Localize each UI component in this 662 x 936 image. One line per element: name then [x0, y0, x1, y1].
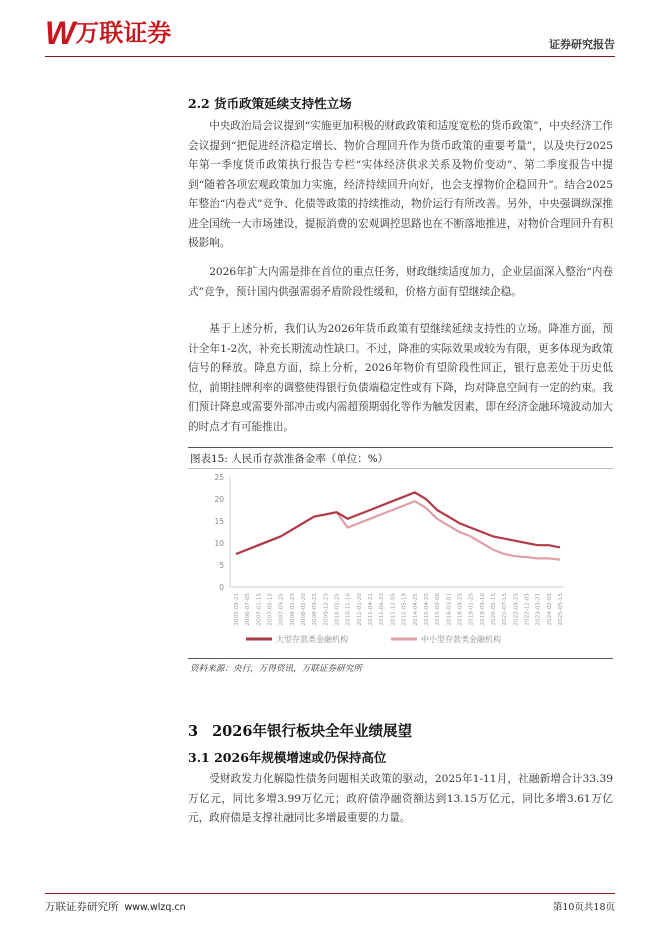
x-tick-label: 2011-06-20 — [379, 593, 386, 626]
section-heading-2-2: 2.2 货币政策延续支持性立场 — [188, 96, 352, 111]
header-divider — [45, 56, 615, 57]
x-tick-label: 2021-07-15 — [502, 593, 509, 626]
x-tick-label: 2009-12-23 — [323, 593, 330, 626]
x-tick-label: 2022-04-25 — [513, 593, 520, 626]
x-tick-label: 2024-02-05 — [546, 593, 553, 626]
x-tick-label: 2019-01-25 — [468, 593, 475, 626]
section-heading-3-1: 3.1 2026年规模增速或仍保持高位 — [188, 750, 387, 765]
y-tick-label: 5 — [219, 561, 224, 570]
page-number: 第10页共18页 — [552, 902, 615, 913]
legend-label: 中小型存款类金融机构 — [421, 635, 501, 644]
footer-divider — [45, 893, 615, 894]
section-heading-3 — [188, 720, 412, 741]
y-tick-label: 10 — [214, 539, 224, 548]
x-tick-label: 2011-04-21 — [368, 593, 375, 626]
x-tick-label: 2011-01-20 — [356, 593, 363, 626]
section-2-2-body-2 — [188, 263, 613, 302]
x-tick-label: 2008-09-25 — [312, 593, 319, 626]
x-tick-label: 2007-05-15 — [267, 593, 274, 626]
series-line-1 — [236, 501, 560, 560]
company-logo — [45, 15, 172, 51]
y-tick-label: 20 — [214, 495, 224, 504]
paragraph: 受财政发力化解隐性债务问题相关政策的驱动，2025年1-11月，社融新增合计33.39万亿元，同比多增3.99万亿元；政府债净融资额达到13.15万亿元，同比多增3.61万亿元，政府债是支撑社融同比多增最重要的力量。 — [188, 773, 613, 824]
x-tick-label: 2008-01-25 — [289, 593, 296, 626]
y-tick-label: 25 — [214, 473, 224, 482]
logo-text: 万联证券 — [75, 19, 172, 47]
section-title: 2026年银行板块全年业绩展望 — [212, 723, 412, 740]
paragraph: 基于上述分析，我们认为2026年货币政策有望继续延续支持性的立场。降准方面，预计全年1-2次，补充长期流动性缺口。不过，降准的实际效果或较为有限，更多体现为政策信号的释放。降息方面，综上分析，2026年物价有望阶段性回正，银行息差处于历史低位，前期挂牌利率的调整使得银行负债端稳定性或有下降，均对降息空间有一定的约束。我们预计降息或需要外部冲击或内需超预期弱化等作为触发因素，即在经济金融环境波动加大的时点才有可能推出。 — [188, 323, 613, 433]
x-tick-label: 2006-07-05 — [245, 593, 252, 626]
x-tick-label: 2005-09-21 — [234, 593, 240, 626]
section-2-2-body-3 — [188, 320, 613, 437]
series-line-0 — [236, 492, 560, 554]
footer-org-name: 万联证券研究所 — [45, 901, 119, 913]
section-3-1-body — [188, 770, 613, 829]
figure-title: 图表15: 人民币存款准备金率（单位：%） — [190, 453, 389, 465]
x-tick-label: 2012-05-18 — [401, 593, 408, 626]
x-tick-label: 2022-12-05 — [524, 593, 531, 626]
x-tick-label: 2010-11-16 — [345, 593, 352, 626]
x-tick-label: 2007-09-25 — [278, 593, 285, 626]
paragraph: 2026年扩大内需是排在首位的重点任务，财政继续适度加力，企业层面深入整治“内卷式”竞争，预计国内供强需弱矛盾阶段性缓和，价格方面有望继续企稳。 — [188, 266, 613, 298]
legend-label: 大型存款类金融机构 — [276, 635, 348, 644]
x-tick-label: 2008-05-20 — [301, 593, 308, 626]
section-number: 3 — [188, 723, 199, 740]
x-tick-label: 2025-05-15 — [558, 593, 564, 626]
y-tick-label: 15 — [214, 517, 224, 526]
x-tick-label: 2014-04-25 — [412, 593, 419, 626]
x-tick-label: 2023-03-27 — [535, 593, 542, 626]
x-tick-label: 2015-04-20 — [423, 593, 430, 626]
x-tick-label: 2020-05-15 — [490, 593, 497, 626]
x-tick-label: 2007-01-15 — [256, 593, 263, 626]
footer-url[interactable]: www.wlzq.cn — [124, 902, 186, 913]
figure-source: 资料来源：央行，万得资讯，万联证券研究所 — [190, 664, 362, 674]
x-tick-label: 2019-09-16 — [479, 593, 486, 626]
footer-org — [45, 899, 186, 914]
paragraph: 中央政治局会议提到“实施更加积极的财政政策和适度宽松的货币政策”，中央经济工作会议提到“把促进经济稳定增长、物价合理回升作为货币政策的重要考量”，以及央行2025年第一季度货币政策执行报告专栏“实体经济供求关系及物价变动”、第二季度报告中提到“随着各项宏观政策加力实施，经济持续回升向好，也会支撑物价企稳回升”。结合2025年整治“内卷式”竞争、化债等政策的持续推动，物价运行有所改善。另外，中央强调纵深推进全国统一大市场建设，提振消费的宏观调控思路也在不断落地推进，对物价合理回升有积极影响。 — [188, 120, 613, 249]
y-tick-label: 0 — [219, 583, 224, 592]
x-tick-label: 2010-02-25 — [334, 593, 341, 626]
x-tick-label: 2015-09-06 — [435, 593, 442, 626]
figure-box — [188, 447, 613, 659]
x-tick-label: 2011-12-05 — [390, 593, 397, 626]
logo-mark: W — [45, 15, 74, 51]
section-2-2-body — [188, 117, 613, 254]
figure-title-divider — [188, 468, 613, 469]
doc-type-label: 证券研究报告 — [549, 38, 615, 51]
x-tick-label: 2016-03-01 — [446, 593, 453, 626]
x-tick-label: 2018-04-25 — [457, 593, 464, 626]
rrr-line-chart — [188, 470, 613, 656]
